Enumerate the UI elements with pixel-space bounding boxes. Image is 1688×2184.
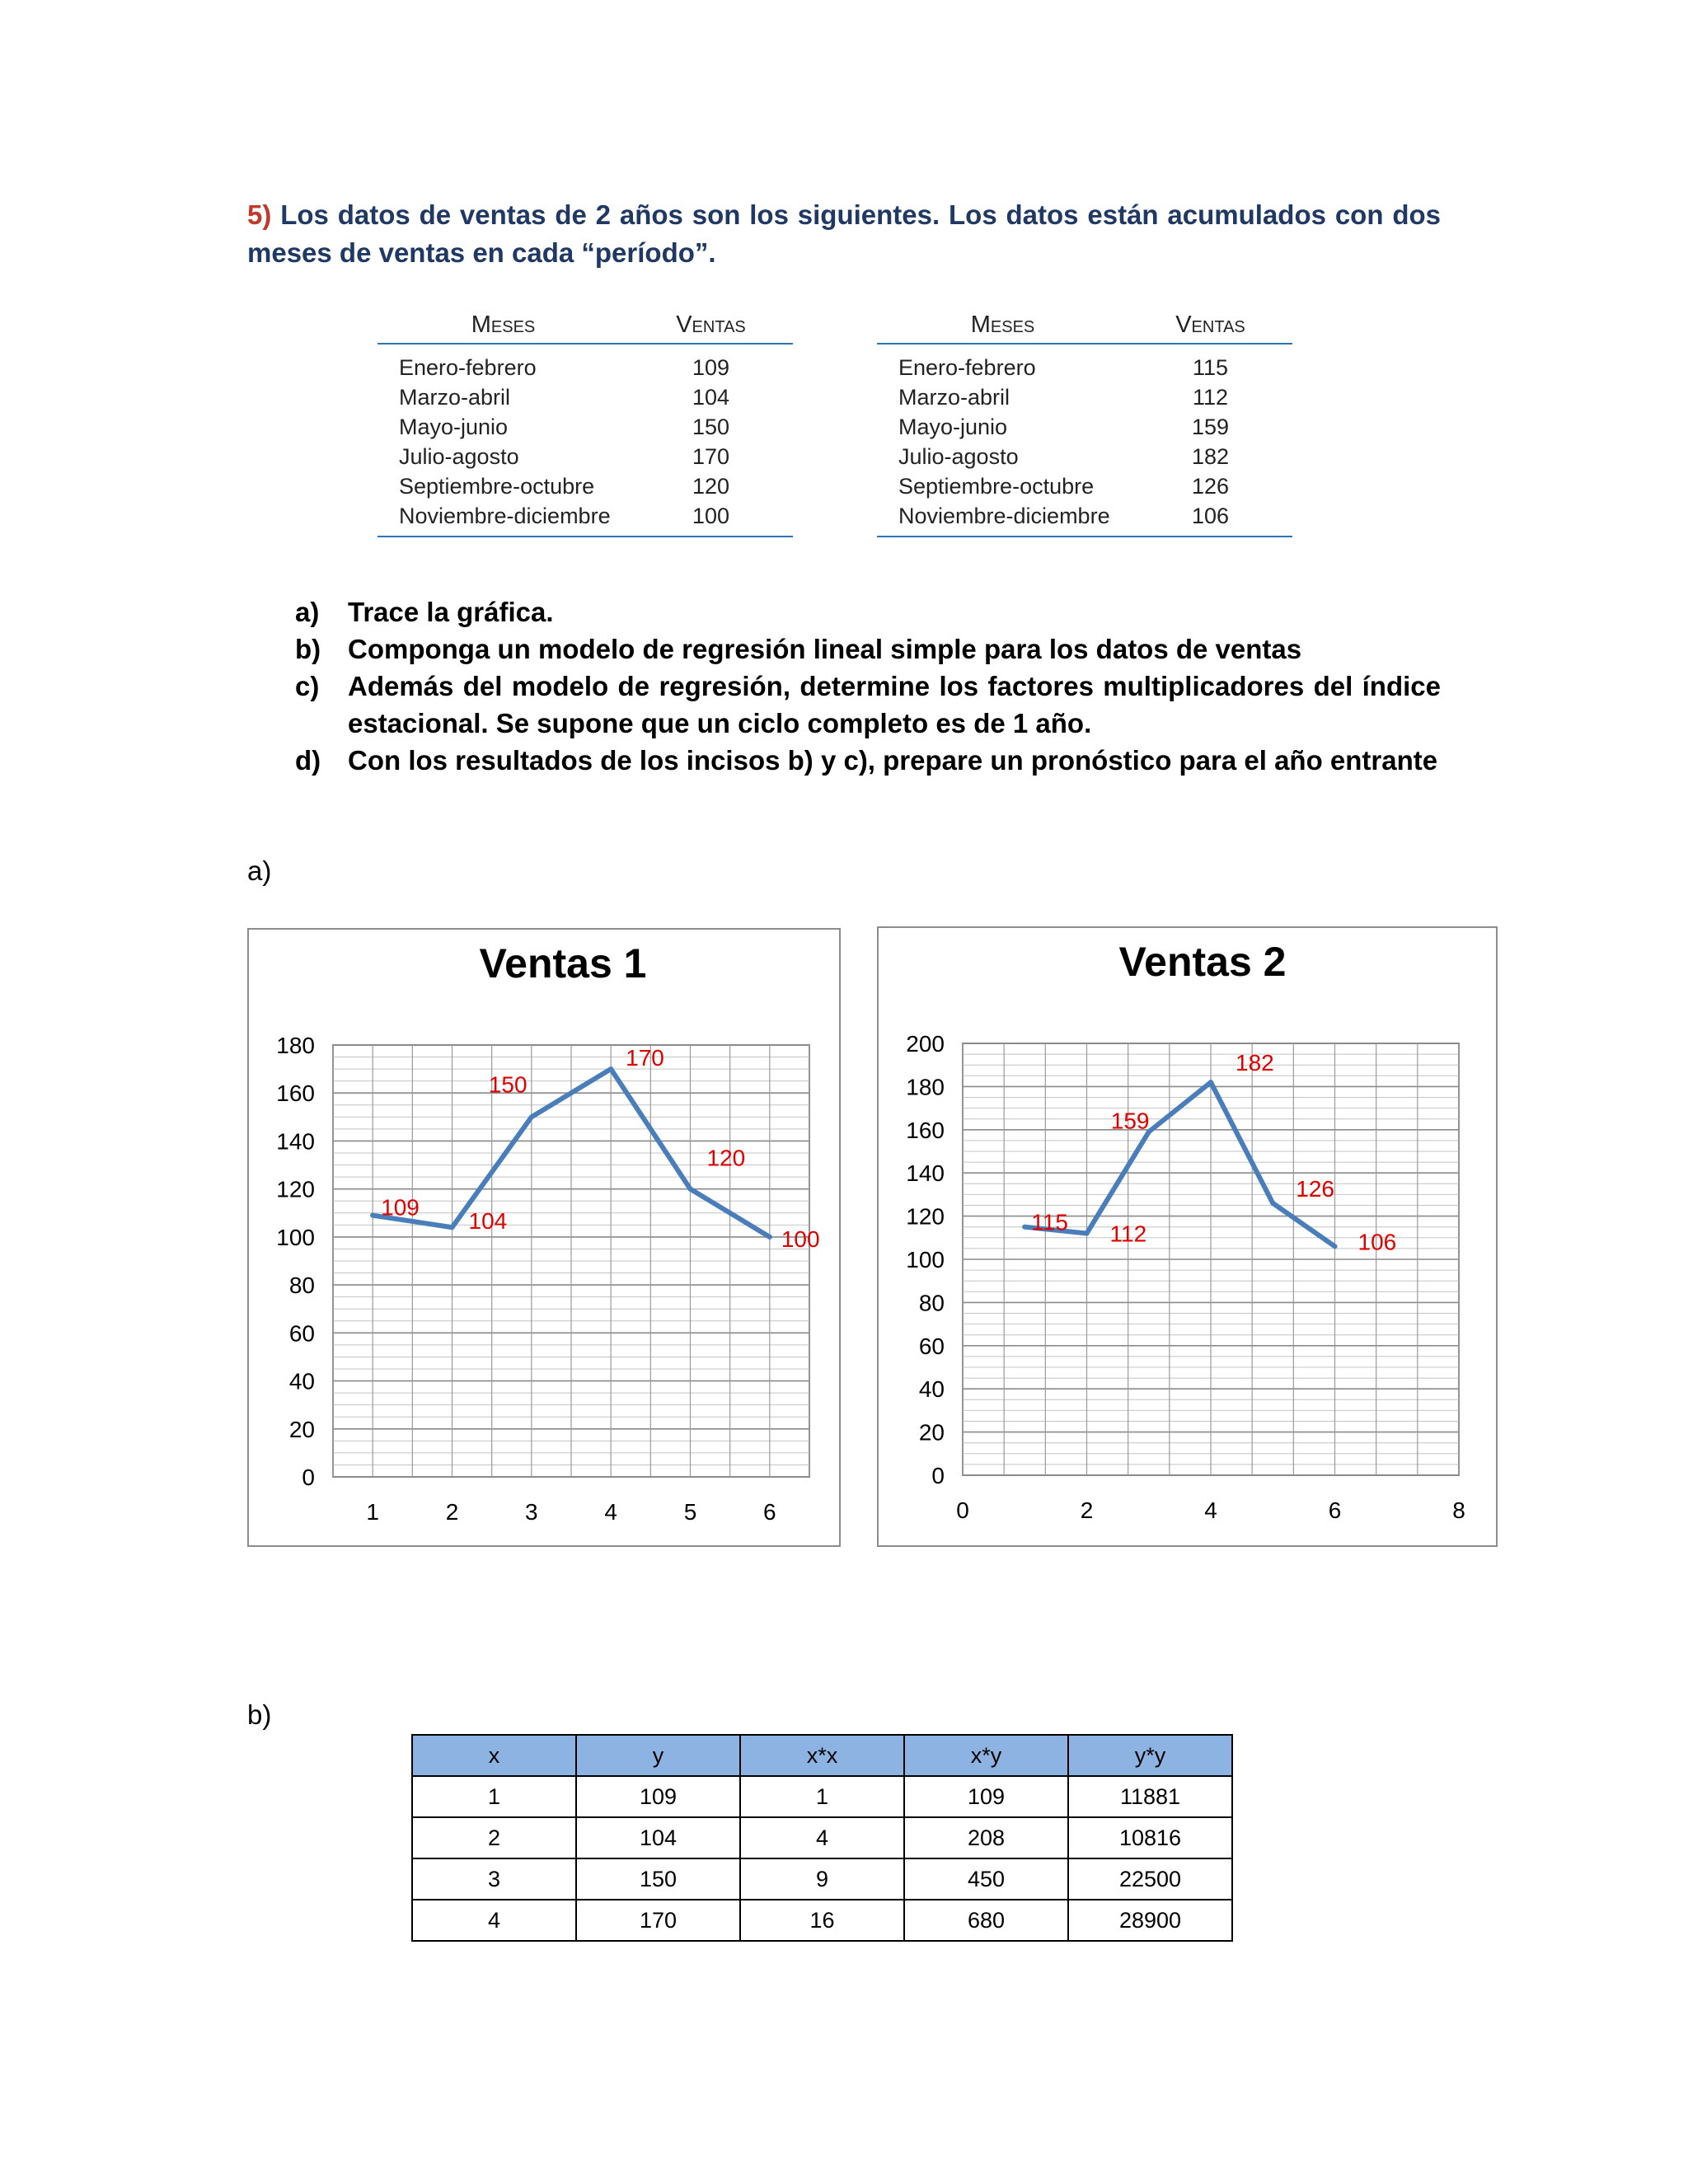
- y-tick-label: 80: [918, 1290, 945, 1316]
- data-point: [529, 1114, 534, 1119]
- data-label: 112: [1109, 1221, 1147, 1247]
- data-label: 159: [1110, 1108, 1150, 1134]
- x-tick-label: 1: [366, 1499, 379, 1525]
- data-label: 106: [1357, 1229, 1397, 1255]
- sales-cell: 170: [692, 443, 730, 469]
- cell-xy: 208: [904, 1817, 1068, 1858]
- question-list: [295, 593, 1441, 779]
- x-tick-label: 4: [1204, 1497, 1217, 1523]
- cell-x: 3: [412, 1858, 576, 1900]
- month-cell: Marzo-abril: [399, 384, 511, 410]
- cell-x: 1: [412, 1776, 576, 1817]
- table-row: [412, 1858, 1232, 1900]
- header-yy: y*y: [1068, 1735, 1232, 1776]
- data-label: 126: [1296, 1175, 1334, 1202]
- sales-cell: 104: [692, 384, 730, 410]
- regression-table: [411, 1734, 1233, 1942]
- table-row: [412, 1900, 1232, 1941]
- question-label: a): [295, 597, 320, 627]
- question-text: Con los resultados de los incisos b) y c), prepare un pronóstico para el año entrante: [348, 745, 1438, 776]
- data-label: 150: [488, 1071, 528, 1098]
- sales-cell: 109: [692, 354, 730, 380]
- data-label: 182: [1236, 1050, 1274, 1076]
- y-tick-label: 160: [276, 1080, 315, 1107]
- y-tick-label: 120: [906, 1203, 945, 1230]
- x-tick-label: 2: [1080, 1497, 1094, 1523]
- y-tick-label: 60: [918, 1333, 945, 1359]
- data-point: [1085, 1231, 1090, 1236]
- y-tick-label: 100: [276, 1224, 315, 1250]
- cell-yy: 22500: [1068, 1858, 1232, 1900]
- cell-xx: 1: [740, 1776, 904, 1817]
- cell-y: 109: [576, 1776, 740, 1817]
- table-row: [377, 471, 793, 501]
- chart-ventas-1: [247, 928, 841, 1547]
- chart-title: Ventas 1: [479, 940, 647, 987]
- month-cell: Enero-febrero: [399, 354, 537, 380]
- month-cell: Julio-agosto: [898, 443, 1019, 469]
- data-label: 120: [706, 1145, 746, 1171]
- cell-yy: 11881: [1068, 1776, 1232, 1817]
- data-point: [608, 1066, 613, 1071]
- data-label: 104: [468, 1208, 508, 1235]
- header-xx: x*x: [740, 1735, 904, 1776]
- question-text: Componga un modelo de regresión lineal simple para los datos de ventas: [348, 634, 1302, 664]
- x-tick-label: 0: [956, 1497, 969, 1523]
- chart-ventas-1-svg: [249, 930, 839, 1545]
- data-point: [1022, 1225, 1027, 1230]
- sales-cell: 159: [1191, 414, 1230, 439]
- table-row: [377, 412, 793, 442]
- table-row: [377, 501, 793, 537]
- table-row: [412, 1817, 1232, 1858]
- table-row: [877, 471, 1292, 501]
- header-meses: Meses: [377, 310, 629, 344]
- data-point: [1333, 1244, 1338, 1249]
- y-tick-label: 0: [302, 1465, 315, 1490]
- month-cell: Julio-agosto: [399, 443, 519, 469]
- y-tick-label: 20: [918, 1419, 945, 1446]
- y-tick-label: 40: [288, 1368, 315, 1394]
- question-label: c): [295, 671, 320, 701]
- x-tick-label: 3: [525, 1499, 538, 1525]
- sales-cell: 150: [692, 414, 730, 439]
- question-text: Trace la gráfica.: [348, 597, 554, 627]
- cell-xy: 680: [904, 1900, 1068, 1941]
- question-item: [295, 742, 1441, 779]
- chart-title: Ventas 2: [1118, 939, 1287, 985]
- y-tick-label: 0: [931, 1463, 945, 1488]
- section-a-label: a): [247, 855, 272, 886]
- sales-cell: 106: [1128, 501, 1292, 537]
- data-label: 115: [1031, 1209, 1068, 1235]
- header-y: y: [576, 1735, 740, 1776]
- month-cell: Noviembre-diciembre: [877, 501, 1128, 537]
- question-item: [295, 630, 1441, 668]
- x-tick-label: 6: [763, 1499, 776, 1525]
- header-ventas: Ventas: [629, 310, 793, 344]
- data-point: [450, 1225, 455, 1230]
- sales-table-year1: [377, 310, 793, 537]
- month-cell: Mayo-junio: [399, 414, 509, 439]
- question-item: [295, 593, 1441, 630]
- problem-number: 5): [247, 199, 272, 230]
- cell-x: 4: [412, 1900, 576, 1941]
- data-label: 100: [781, 1226, 820, 1252]
- sales-cell: 182: [1191, 443, 1230, 469]
- x-tick-label: 5: [683, 1499, 697, 1525]
- problem-text: Los datos de ventas de 2 años son los siguientes. Los datos están acumulados con dos meses de ventas en cada “período”.: [247, 199, 1442, 268]
- header-ventas: Ventas: [1128, 310, 1292, 344]
- cell-y: 104: [576, 1817, 740, 1858]
- cell-xx: 9: [740, 1858, 904, 1900]
- question-text: Además del modelo de regresión, determine los factores multiplicadores del índice estacional. Se supone que un ciclo completo es de 1 año.: [348, 671, 1441, 738]
- table-row: [877, 501, 1292, 537]
- y-tick-label: 80: [288, 1272, 315, 1299]
- sales-cell: 115: [1192, 354, 1229, 380]
- data-point: [688, 1187, 693, 1192]
- header-meses: Meses: [877, 310, 1128, 344]
- y-tick-label: 160: [906, 1117, 945, 1143]
- question-item: [295, 668, 1441, 742]
- x-tick-label: 6: [1328, 1497, 1342, 1523]
- x-tick-label: 4: [604, 1499, 617, 1525]
- table-row: [877, 442, 1292, 471]
- data-point: [1270, 1201, 1275, 1206]
- question-label: b): [295, 634, 321, 664]
- chart-ventas-2-svg: [879, 928, 1496, 1545]
- data-point: [370, 1213, 375, 1218]
- month-cell: Marzo-abril: [898, 384, 1010, 410]
- month-cell: Septiembre-octubre: [898, 473, 1095, 499]
- sales-cell: 120: [692, 473, 730, 499]
- problem-statement: [247, 196, 1441, 272]
- y-tick-label: 180: [906, 1074, 945, 1100]
- x-tick-label: 2: [445, 1499, 459, 1525]
- cell-xx: 16: [740, 1900, 904, 1941]
- y-tick-label: 200: [906, 1031, 945, 1057]
- sales-cell: 112: [1192, 384, 1229, 410]
- x-tick-label: 8: [1452, 1497, 1465, 1523]
- sales-table-year2: [877, 310, 1292, 537]
- y-tick-label: 180: [276, 1033, 315, 1058]
- data-label: 170: [626, 1045, 664, 1071]
- y-tick-label: 100: [906, 1247, 945, 1272]
- cell-yy: 28900: [1068, 1900, 1232, 1941]
- month-cell: Septiembre-octubre: [399, 473, 595, 499]
- month-cell: Enero-febrero: [898, 354, 1036, 380]
- data-point: [767, 1235, 772, 1240]
- table-row: [412, 1776, 1232, 1817]
- data-label: 109: [381, 1194, 420, 1221]
- cell-y: 170: [576, 1900, 740, 1941]
- y-tick-label: 40: [918, 1376, 945, 1403]
- table-row: [877, 412, 1292, 442]
- table-row: [377, 442, 793, 471]
- sales-cell: 100: [629, 501, 793, 537]
- cell-xy: 109: [904, 1776, 1068, 1817]
- month-cell: Noviembre-diciembre: [377, 501, 629, 537]
- chart-ventas-2: [877, 926, 1498, 1547]
- header-x: x: [412, 1735, 576, 1776]
- header-xy: x*y: [904, 1735, 1068, 1776]
- question-label: d): [295, 745, 321, 776]
- y-tick-label: 140: [906, 1160, 945, 1187]
- y-tick-label: 120: [276, 1176, 315, 1202]
- cell-xy: 450: [904, 1858, 1068, 1900]
- cell-y: 150: [576, 1858, 740, 1900]
- table-row: [377, 382, 793, 412]
- y-tick-label: 20: [288, 1416, 315, 1442]
- cell-yy: 10816: [1068, 1817, 1232, 1858]
- cell-xx: 4: [740, 1817, 904, 1858]
- section-b-label: b): [247, 1699, 272, 1730]
- data-point: [1208, 1080, 1213, 1085]
- table-row: [877, 344, 1292, 382]
- table-row: [377, 344, 793, 382]
- y-tick-label: 140: [276, 1128, 315, 1155]
- table-row: [877, 382, 1292, 412]
- sales-cell: 126: [1191, 473, 1230, 499]
- y-tick-label: 60: [288, 1320, 315, 1347]
- month-cell: Mayo-junio: [898, 414, 1008, 439]
- cell-x: 2: [412, 1817, 576, 1858]
